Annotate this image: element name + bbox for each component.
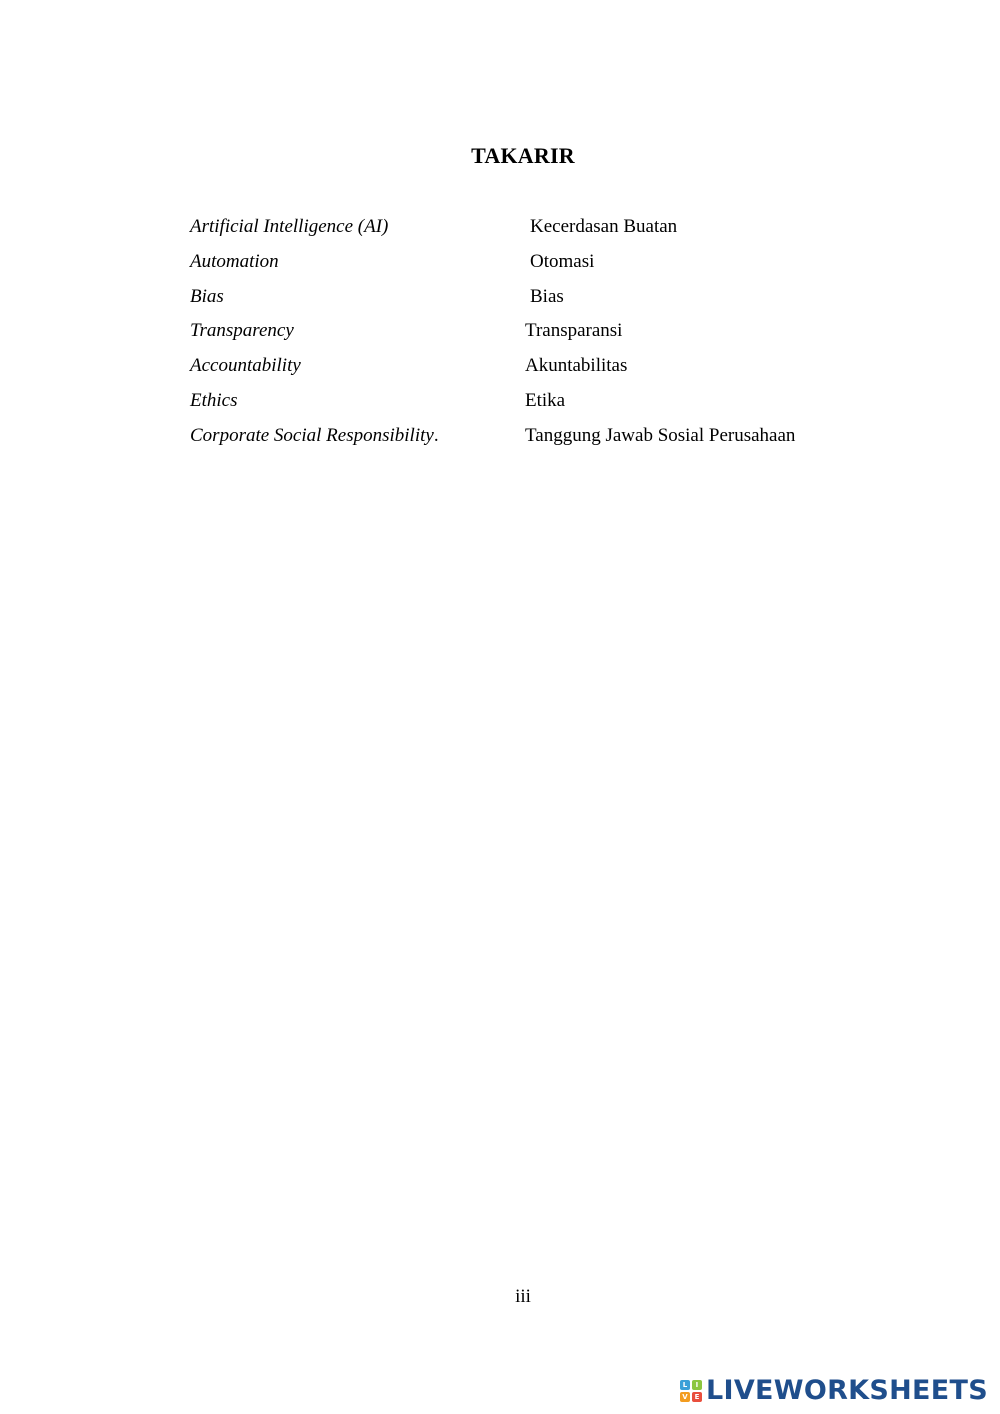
glossary-row — [190, 320, 870, 355]
glossary-row — [190, 355, 870, 390]
page-title: TAKARIR — [471, 143, 575, 168]
glossary-row — [190, 286, 870, 321]
glossary-row — [190, 251, 870, 286]
glossary-term: Transparency — [190, 320, 294, 342]
logo-letter: L — [680, 1380, 690, 1390]
page-number: iii — [515, 1286, 531, 1307]
glossary-definition: Tanggung Jawab Sosial Perusahaan — [525, 424, 796, 446]
logo-letter: I — [692, 1380, 702, 1390]
glossary-row — [190, 216, 870, 251]
glossary-definition: Etika — [525, 389, 566, 411]
glossary-row — [190, 390, 870, 425]
glossary-definition: Otomasi — [530, 250, 595, 272]
liveworksheets-watermark — [680, 1375, 988, 1406]
glossary-term: Ethics — [190, 389, 238, 411]
watermark-text: LIVEWORKSHEETS — [705, 1375, 988, 1406]
glossary-definition: Akuntabilitas — [525, 355, 628, 377]
logo-letter: E — [692, 1392, 702, 1402]
logo-letter: V — [680, 1392, 690, 1402]
liveworksheets-logo-icon — [680, 1380, 702, 1402]
glossary-term: Artificial Intelligence (AI) — [190, 216, 389, 237]
glossary-term: Accountability — [190, 355, 301, 377]
glossary-list — [190, 216, 870, 460]
glossary-row — [190, 425, 870, 460]
glossary-definition: Kecerdasan Buatan — [530, 216, 678, 237]
glossary-definition: Bias — [530, 285, 564, 307]
glossary-term: Corporate Social Responsibility. — [190, 424, 439, 446]
glossary-definition: Transparansi — [525, 320, 623, 342]
glossary-term: Bias — [190, 285, 224, 307]
glossary-term: Automation — [190, 250, 279, 272]
